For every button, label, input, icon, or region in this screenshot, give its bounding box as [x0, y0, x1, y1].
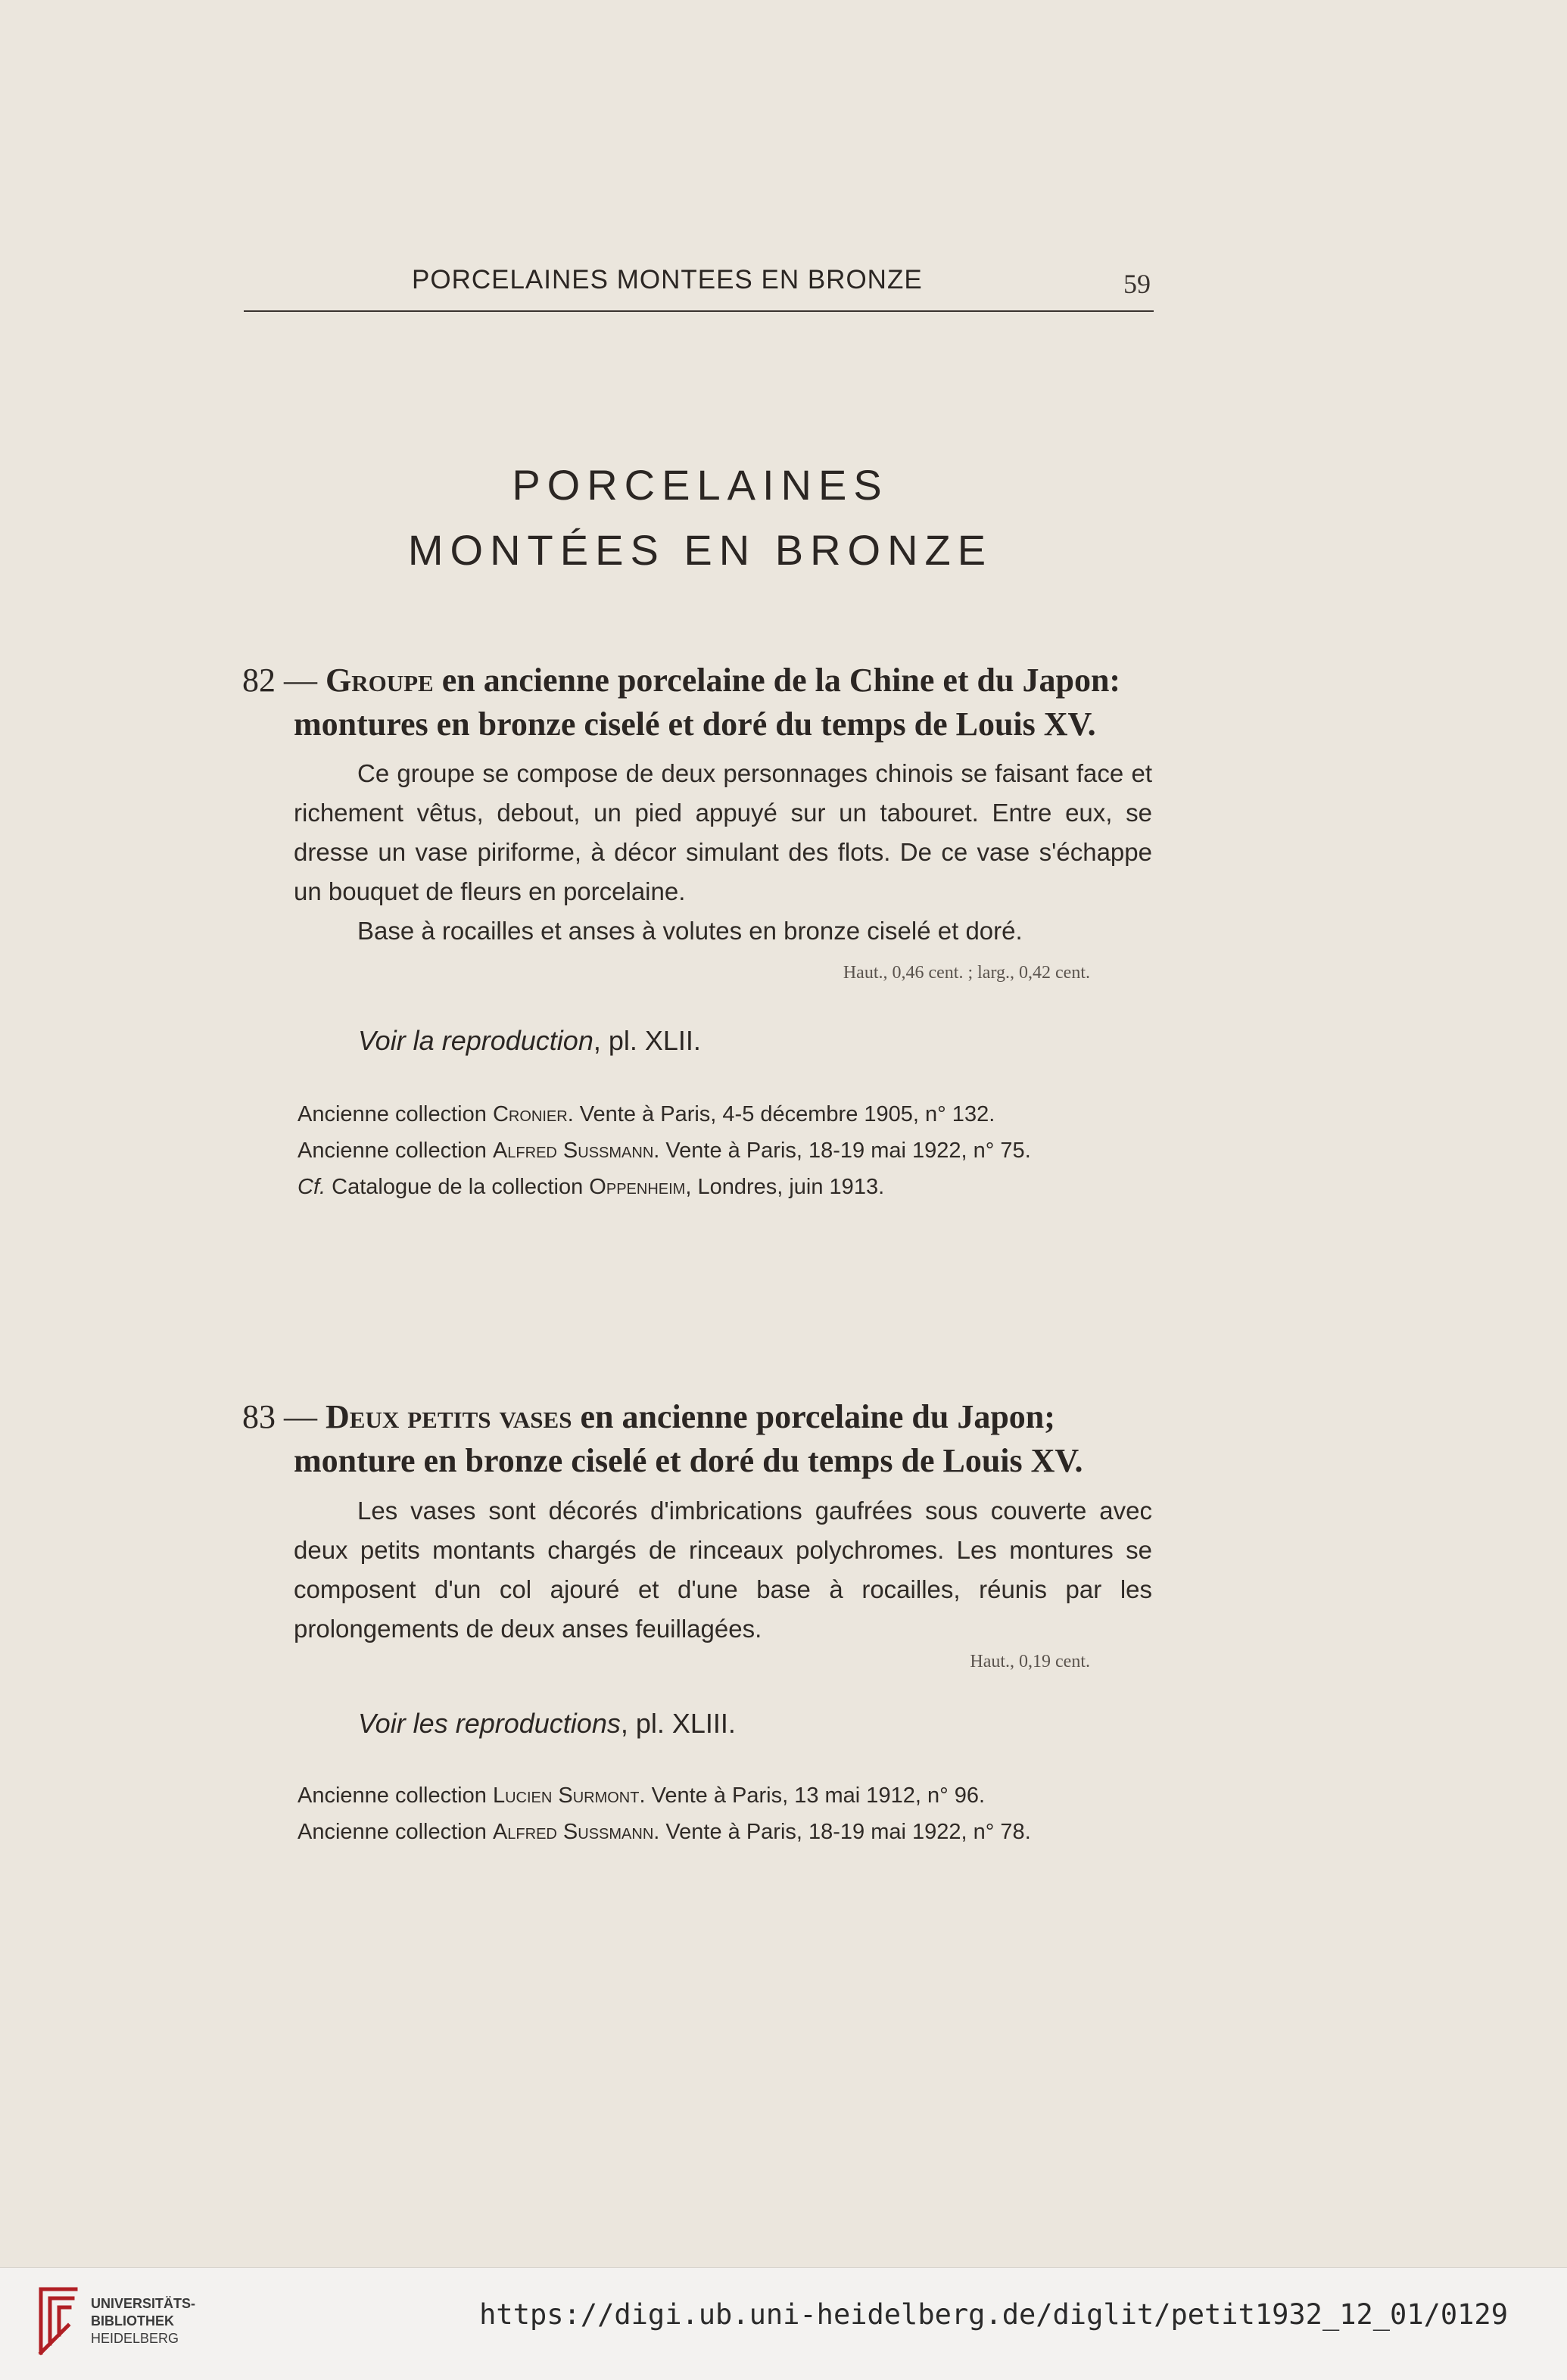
provenance-collector: Oppenheim: [589, 1175, 686, 1199]
provenance-collector: Cronier: [492, 1102, 568, 1126]
entry-83-heading: [242, 1395, 1154, 1483]
running-head: [244, 265, 1154, 312]
library-name-line3: HEIDELBERG: [91, 2331, 179, 2346]
entry-82-reproduction-ref: [358, 1025, 701, 1057]
entry-heading-rest: en ancienne porcelaine de la Chine et du Japon:: [433, 662, 1121, 699]
provenance-text: . Vente à Paris, 18-19 mai 1922, n° 75.: [653, 1139, 1031, 1163]
provenance-line: [298, 1814, 1160, 1850]
provenance-text: Ancienne collection: [298, 1102, 493, 1126]
provenance-text: . Vente à Paris, 13 mai 1912, n° 96.: [639, 1783, 986, 1808]
entry-83-description: [294, 1491, 1152, 1649]
entry-83-provenance: [298, 1777, 1160, 1850]
description-paragraph: Les vases sont décorés d'imbrications gaufrées sous couverte avec deux petits montants chargés de rinceaux polychromes. Les montures se composent d'un col ajouré et d'une base à rocailles, réunis par les prolongements de deux anses feuillagées.: [294, 1497, 1152, 1643]
section-title-line1: PORCELAINES: [512, 461, 889, 509]
provenance-line: [298, 1096, 1160, 1132]
university-library-logo-icon: [35, 2283, 82, 2359]
entry-82-dimensions: Haut., 0,46 cent. ; larg., 0,42 cent.: [843, 963, 1090, 983]
provenance-line: [298, 1777, 1160, 1814]
provenance-collector: Lucien Surmont: [492, 1783, 640, 1808]
entry-heading-line2: monture en bronze ciselé et doré du temps de Louis XV.: [294, 1442, 1083, 1479]
provenance-text: . Vente à Paris, 4-5 décembre 1905, n° 132.: [567, 1102, 995, 1126]
description-paragraph: Base à rocailles et anses à volutes en bronze ciselé et doré.: [357, 917, 1023, 945]
entry-heading-rest: en ancienne porcelaine du Japon;: [572, 1398, 1055, 1435]
library-name: [91, 2295, 195, 2347]
entry-83-dimensions: Haut., 0,19 cent.: [970, 1652, 1090, 1671]
provenance-text: Ancienne collection: [298, 1139, 493, 1163]
reproduction-label: Voir les reproductions: [358, 1708, 621, 1739]
library-name-line1: UNIVERSITÄTS-: [91, 2296, 196, 2311]
library-name-line2: BIBLIOTHEK: [91, 2313, 174, 2329]
running-title: PORCELAINES MONTEES EN BRONZE: [412, 265, 923, 294]
provenance-line: [298, 1132, 1160, 1169]
provenance-collector: Alfred Sussmann: [492, 1820, 654, 1844]
provenance-collector: Alfred Sussmann: [492, 1139, 654, 1163]
entry-lead: Deux petits vases: [326, 1398, 572, 1435]
reproduction-plate: , pl. XLII.: [593, 1025, 701, 1056]
description-paragraph: Ce groupe se compose de deux personnages chinois se faisant face et richement vêtus, debout, un pied appuyé sur un tabouret. Entre eux, se dresse un vase piriforme, à décor simulant des flots. De ce vase s'échappe un bouquet de fleurs en porcelaine.: [294, 759, 1152, 905]
permalink-url[interactable]: https://digi.ub.uni-heidelberg.de/diglit/petit1932_12_01/0129: [479, 2298, 1508, 2331]
provenance-text: Ancienne collection: [298, 1783, 493, 1808]
entry-83-reproduction-ref: [358, 1708, 736, 1740]
reproduction-plate: , pl. XLIII.: [620, 1708, 736, 1739]
section-title-line2: MONTÉES EN BRONZE: [407, 526, 993, 574]
provenance-text: , Londres, juin 1913.: [685, 1175, 885, 1199]
provenance-text: Ancienne collection: [298, 1820, 493, 1844]
entry-heading-line2: montures en bronze ciselé et doré du temps de Louis XV.: [294, 706, 1096, 743]
entry-lead: Groupe: [326, 662, 434, 699]
page-number: 59: [1123, 269, 1151, 299]
viewer-footer: [0, 2267, 1567, 2380]
entry-82-provenance: [298, 1096, 1160, 1205]
provenance-text: . Vente à Paris, 18-19 mai 1922, n° 78.: [653, 1820, 1031, 1844]
entry-82-description: [294, 754, 1152, 951]
entry-dash: —: [284, 662, 317, 699]
provenance-cf: Cf.: [298, 1175, 326, 1199]
reproduction-label: Voir la reproduction: [358, 1025, 593, 1056]
entry-number: 82: [242, 662, 276, 699]
provenance-line: [298, 1169, 1160, 1205]
provenance-text: Catalogue de la collection: [332, 1175, 590, 1199]
entry-82-heading: [242, 659, 1154, 746]
entry-number: 83: [242, 1398, 276, 1435]
entry-dash: —: [284, 1398, 317, 1435]
